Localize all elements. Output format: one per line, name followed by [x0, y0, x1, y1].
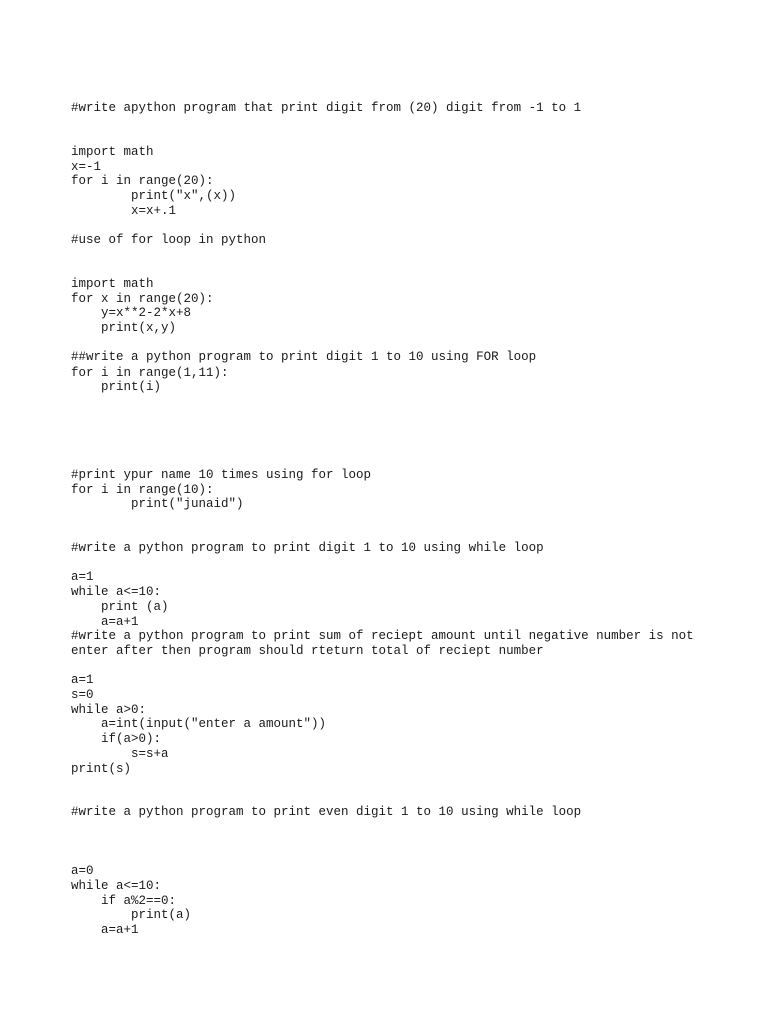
- code-line: a=int(input("enter a amount")): [71, 717, 327, 731]
- code-line: #write a python program to print digit 1 to 10 using while loop: [71, 541, 544, 555]
- code-line: for i in range(20):: [71, 174, 214, 188]
- code-line: while a<=10:: [71, 585, 162, 599]
- code-line: s=0: [71, 688, 94, 702]
- code-line: #use of for loop in python: [71, 233, 267, 247]
- code-line: a=a+1: [71, 923, 139, 937]
- code-line: import math: [71, 145, 154, 159]
- code-line: for i in range(1,11):: [71, 366, 229, 380]
- code-line: #print ypur name 10 times using for loop: [71, 468, 372, 482]
- code-line: print(i): [71, 380, 162, 394]
- code-line: print("junaid"): [71, 497, 244, 511]
- code-line: for i in range(10):: [71, 483, 214, 497]
- code-line: s=s+a: [71, 747, 169, 761]
- code-line: if(a>0):: [71, 732, 162, 746]
- code-line: for x in range(20):: [71, 292, 214, 306]
- code-line: enter after then program should rteturn total of reciept number: [71, 644, 544, 658]
- code-line: if a%2==0:: [71, 894, 177, 908]
- code-line: while a>0:: [71, 703, 147, 717]
- code-line: print(a): [71, 908, 192, 922]
- code-line: a=1: [71, 570, 94, 584]
- code-line: ##write a python program to print digit 1 to 10 using FOR loop: [71, 350, 537, 364]
- code-line: #write a python program to print even digit 1 to 10 using while loop: [71, 805, 582, 819]
- code-line: a=0: [71, 864, 94, 878]
- code-line: a=a+1: [71, 615, 139, 629]
- code-line: print(x,y): [71, 321, 177, 335]
- code-line: x=-1: [71, 160, 102, 174]
- code-line: print (a): [71, 600, 169, 614]
- code-line: import math: [71, 277, 154, 291]
- code-line: #write a python program to print sum of reciept amount until negative number is not: [71, 629, 694, 643]
- code-line: while a<=10:: [71, 879, 162, 893]
- code-line: x=x+.1: [71, 204, 177, 218]
- code-line: a=1: [71, 673, 94, 687]
- code-line: y=x**2-2*x+8: [71, 306, 192, 320]
- code-line: print("x",(x)): [71, 189, 237, 203]
- code-line: #write apython program that print digit from (20) digit from -1 to 1: [71, 101, 582, 115]
- code-line: print(s): [71, 762, 132, 776]
